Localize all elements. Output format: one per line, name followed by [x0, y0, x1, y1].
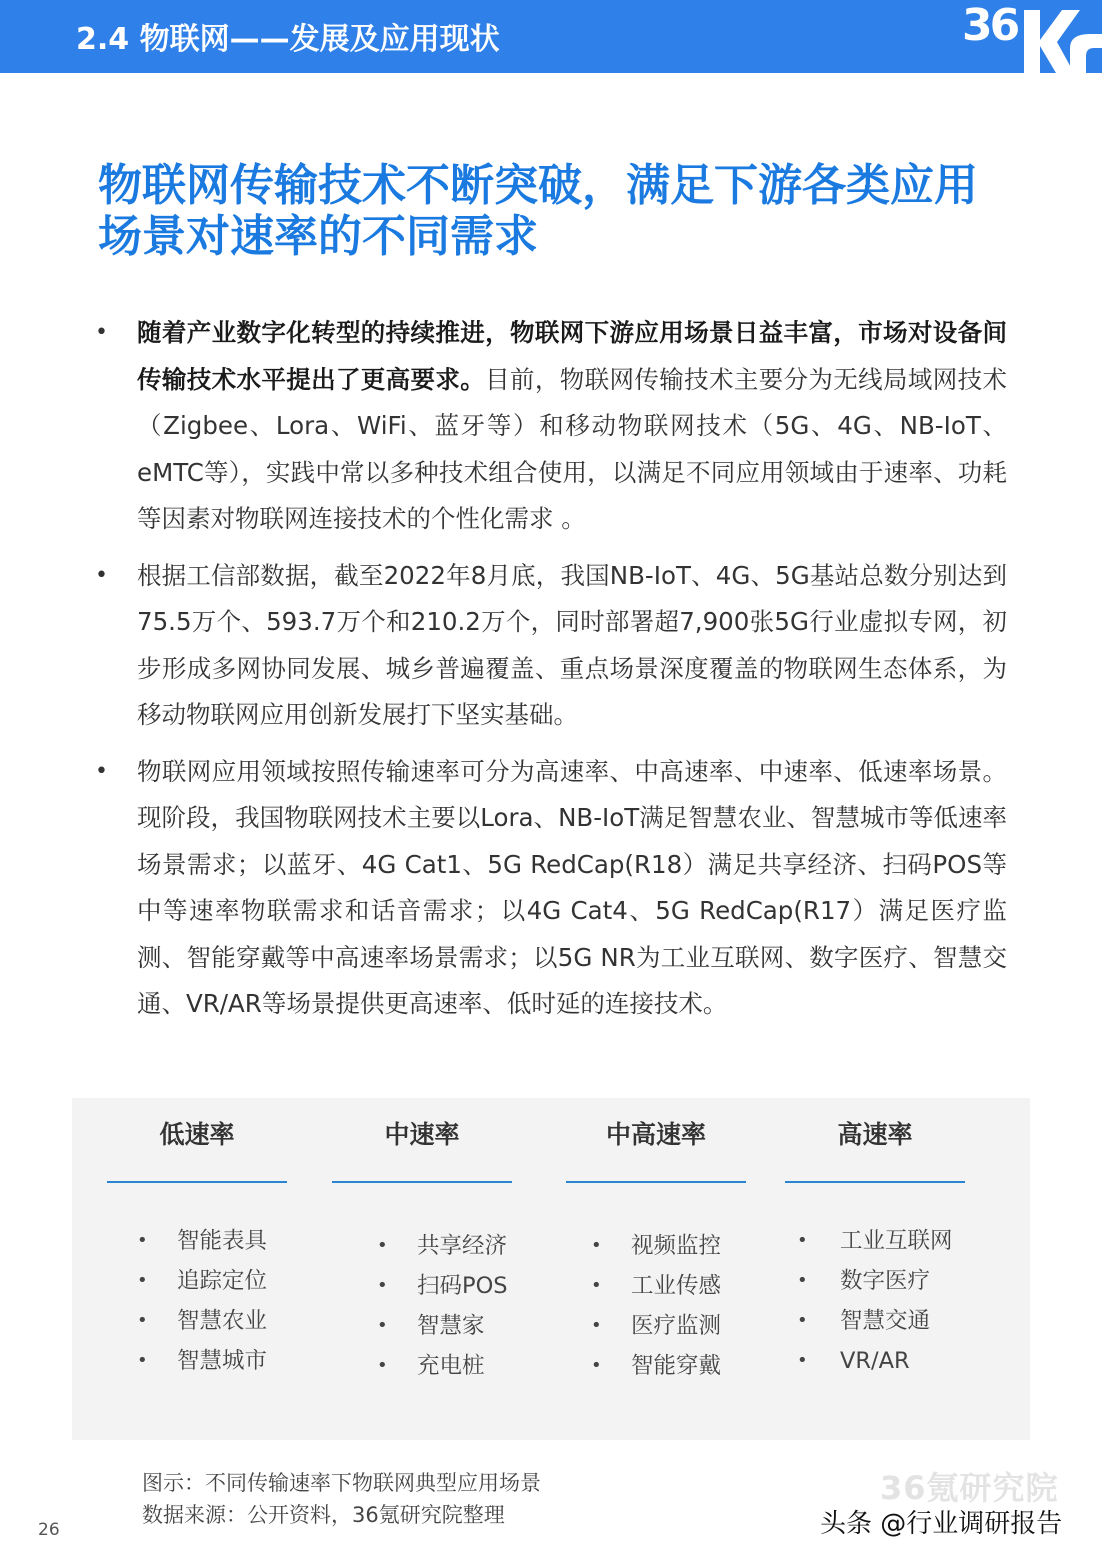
- column-title: 低速率: [159, 1120, 235, 1149]
- list-item: • 充电桩: [377, 1346, 508, 1386]
- page-number: 26: [38, 1520, 60, 1540]
- bullet-paragraph: [92, 310, 1007, 543]
- bullet-dot-icon: •: [377, 1315, 388, 1336]
- bullet-bold-text: 随着产业数字化转型的持续推进，物联网下游应用场景日益丰富，市场对设备间传输技术水平提出了更高要求。: [137, 318, 1007, 394]
- list-item: • 工业传感: [591, 1266, 721, 1306]
- column-title: 中高速率: [605, 1120, 706, 1149]
- main-title: 物联网传输技术不断突破，满足下游各类应用场景对速率的不同需求: [98, 160, 978, 262]
- bullet-dot-icon: •: [797, 1230, 808, 1251]
- column-item-list: [797, 1221, 953, 1381]
- bullet-paragraph: [92, 553, 1007, 739]
- bullet-dot-icon: •: [137, 1230, 148, 1251]
- bullet-dot-icon: •: [95, 320, 108, 345]
- bullet-text: 物联网应用领域按照传输速率可分为高速率、中高速率、中速率、低速率场景。现阶段，我国物联网技术主要以Lora、NB-IoT满足智慧农业、智慧城市等低速率场景需求；以蓝牙、4G Cat1、5G RedCap(R18）满足共享经济、扫码POS等中等速率物联需求和话音需求；以4G Cat4、5G RedCap(R17）满足医疗监测、智能穿戴等中高速率场景需求；以5G NR为工业互联网、数字医疗、智慧交通、VR/AR等场景提供更高速率、低时延的连接技术。: [137, 756, 1007, 1018]
- figure-title: 图示：不同传输速率下物联网典型应用场景: [142, 1471, 541, 1495]
- column-divider: [566, 1181, 746, 1183]
- list-item: • 工业互联网: [797, 1221, 953, 1261]
- watermark-logo: 36氪研究院: [880, 1469, 1059, 1507]
- bullet-dot-icon: •: [591, 1355, 602, 1376]
- bullet-dot-icon: •: [377, 1275, 388, 1296]
- bullet-dot-icon: •: [377, 1235, 388, 1256]
- bullet-dot-icon: •: [797, 1350, 808, 1371]
- list-item: • 数字医疗: [797, 1261, 953, 1301]
- list-item: • 视频监控: [591, 1226, 721, 1266]
- column-divider: [785, 1181, 965, 1183]
- bullet-dot-icon: •: [377, 1355, 388, 1376]
- bullet-dot-icon: •: [591, 1275, 602, 1296]
- bullet-dot-icon: •: [95, 758, 108, 784]
- column-divider: [107, 1181, 287, 1183]
- list-item: • 医疗监测: [591, 1306, 721, 1346]
- list-item: • 扫码POS: [377, 1266, 508, 1306]
- bullet-text: 根据工信部数据，截至2022年8月底，我国NB-IoT、4G、5G基站总数分别达到75.5万个、593.7万个和210.2万个，同时部署超7,900张5G行业虚拟专网，初步形成多网协同发展、城乡普遍覆盖、重点场景深度覆盖的物联网生态体系，为移动物联网应用创新发展打下坚实基础。: [137, 560, 1007, 729]
- list-item: • 智慧农业: [137, 1301, 267, 1341]
- list-item: • 智能表具: [137, 1221, 267, 1261]
- list-item: • 追踪定位: [137, 1261, 267, 1301]
- logo-36: 36: [962, 0, 1018, 51]
- bullet-dot-icon: •: [591, 1235, 602, 1256]
- list-item: • 共享经济: [377, 1226, 508, 1266]
- figure-caption: [142, 1467, 541, 1531]
- data-source: 数据来源：公开资料，36氪研究院整理: [142, 1503, 505, 1527]
- column-title: 高速率: [837, 1120, 913, 1149]
- list-item: • 智慧城市: [137, 1341, 267, 1381]
- bullet-text: 目前，物联网传输技术主要分为无线局域网技术（Zigbee、Lora、WiFi、蓝牙等）和移动物联网技术（5G、4G、NB-IoT、eMTC等），实践中常以多种技术组合使用，以满足不同应用领域由于速率、功耗等因素对物联网连接技术的个性化需求 。: [137, 364, 1008, 533]
- column-item-list: [377, 1226, 508, 1386]
- column-item-list: [137, 1221, 267, 1381]
- section-title: 2.4 物联网——发展及应用现状: [76, 22, 500, 57]
- column-title: 中速率: [384, 1120, 460, 1149]
- source-watermark: 头条 @行业调研报告: [820, 1509, 1063, 1539]
- list-item: • VR/AR: [797, 1341, 953, 1381]
- bullet-paragraph: [92, 749, 1007, 1028]
- bullet-dot-icon: •: [591, 1315, 602, 1336]
- bullet-dot-icon: •: [797, 1310, 808, 1331]
- bullet-dot-icon: •: [137, 1310, 148, 1331]
- list-item: • 智能穿戴: [591, 1346, 721, 1386]
- speed-category-panel: [72, 1098, 1030, 1440]
- list-item: • 智慧交通: [797, 1301, 953, 1341]
- bullet-dot-icon: •: [137, 1350, 148, 1371]
- column-item-list: [591, 1226, 721, 1386]
- bullet-dot-icon: •: [137, 1270, 148, 1291]
- bullet-dot-icon: •: [95, 562, 108, 588]
- bullet-dot-icon: •: [797, 1270, 808, 1291]
- column-divider: [332, 1181, 512, 1183]
- bullet-list: [92, 310, 1007, 1028]
- brand-logo: [962, 0, 1102, 77]
- list-item: • 智慧家: [377, 1306, 508, 1346]
